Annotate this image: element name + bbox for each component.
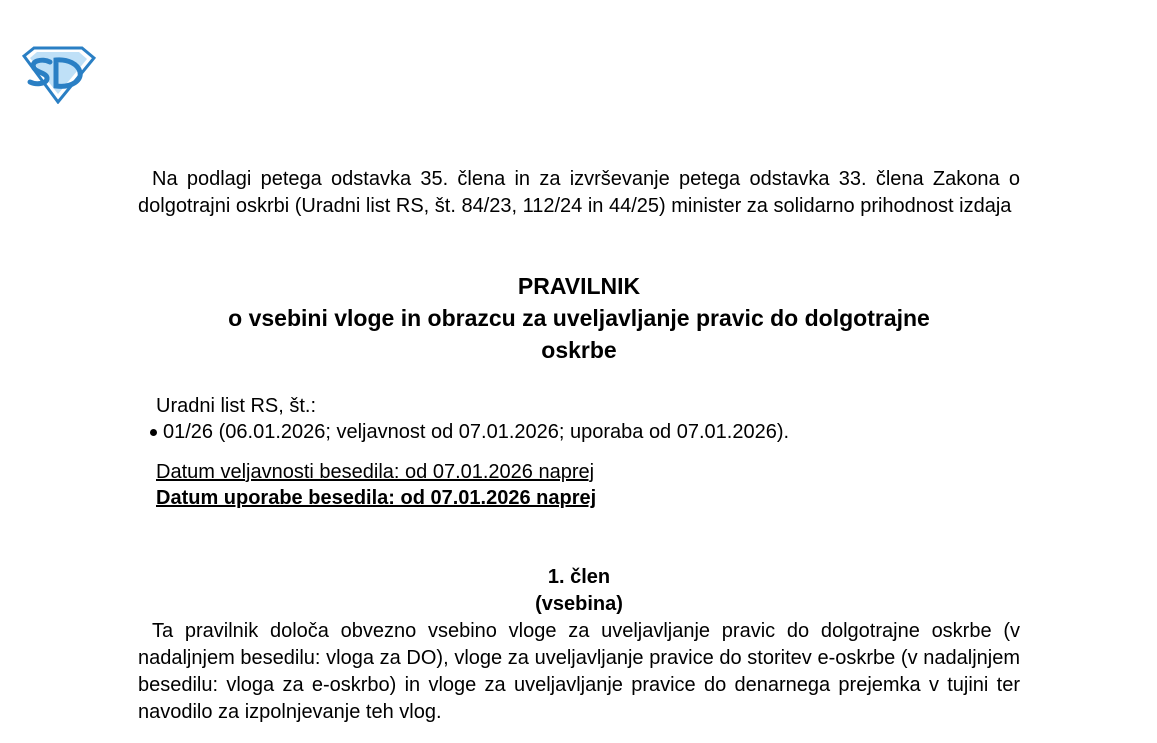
uradni-list-entry-text: 01/26 (06.01.2026; veljavnost od 07.01.2026; uporaba od 07.01.2026). [163, 421, 790, 443]
title-main: PRAVILNIK [517, 273, 641, 299]
article-heading [138, 564, 1020, 618]
document-title [138, 270, 1020, 366]
title-line-2: o vsebini vloge in obrazcu za uveljavljanje pravic do dolgotrajne [228, 305, 930, 331]
sd-diamond-logo-icon [20, 46, 96, 104]
application-date-link[interactable]: Datum uporabe besedila: od 07.01.2026 naprej [156, 487, 597, 509]
article-number: 1. člen [547, 566, 611, 588]
validity-date-link[interactable]: Datum veljavnosti besedila: od 07.01.2026 naprej [156, 461, 595, 483]
uradni-list-entry [150, 420, 789, 444]
intro-paragraph: Na podlagi petega odstavka 35. člena in za izvrševanje petega odstavka 33. člena Zakona o dolgotrajni oskrbi (Uradni list RS, št. 84/23, 112/24 in 44/25) minister za solidarno prihodnost izdaja [138, 168, 1020, 217]
article-subtitle: (vsebina) [535, 593, 623, 615]
title-line-3: oskrbe [541, 337, 617, 363]
bullet-icon [150, 429, 157, 436]
article-body: Ta pravilnik določa obvezno vsebino vloge za uveljavljanje pravic do dolgotrajne oskrbe (v nadaljnjem besedilu: vloga za DO), vloge za uveljavljanje pravice do storitev e-oskrbe (v nadaljnjem besedilu: vloga za e-oskrbo) in vloge za uveljavljanje pravice do denarnega prejemka v tujini ter navodilo za izpolnjevanje teh vlog. [138, 620, 1020, 723]
uradni-list-label: Uradni list RS, št.: [156, 395, 317, 417]
